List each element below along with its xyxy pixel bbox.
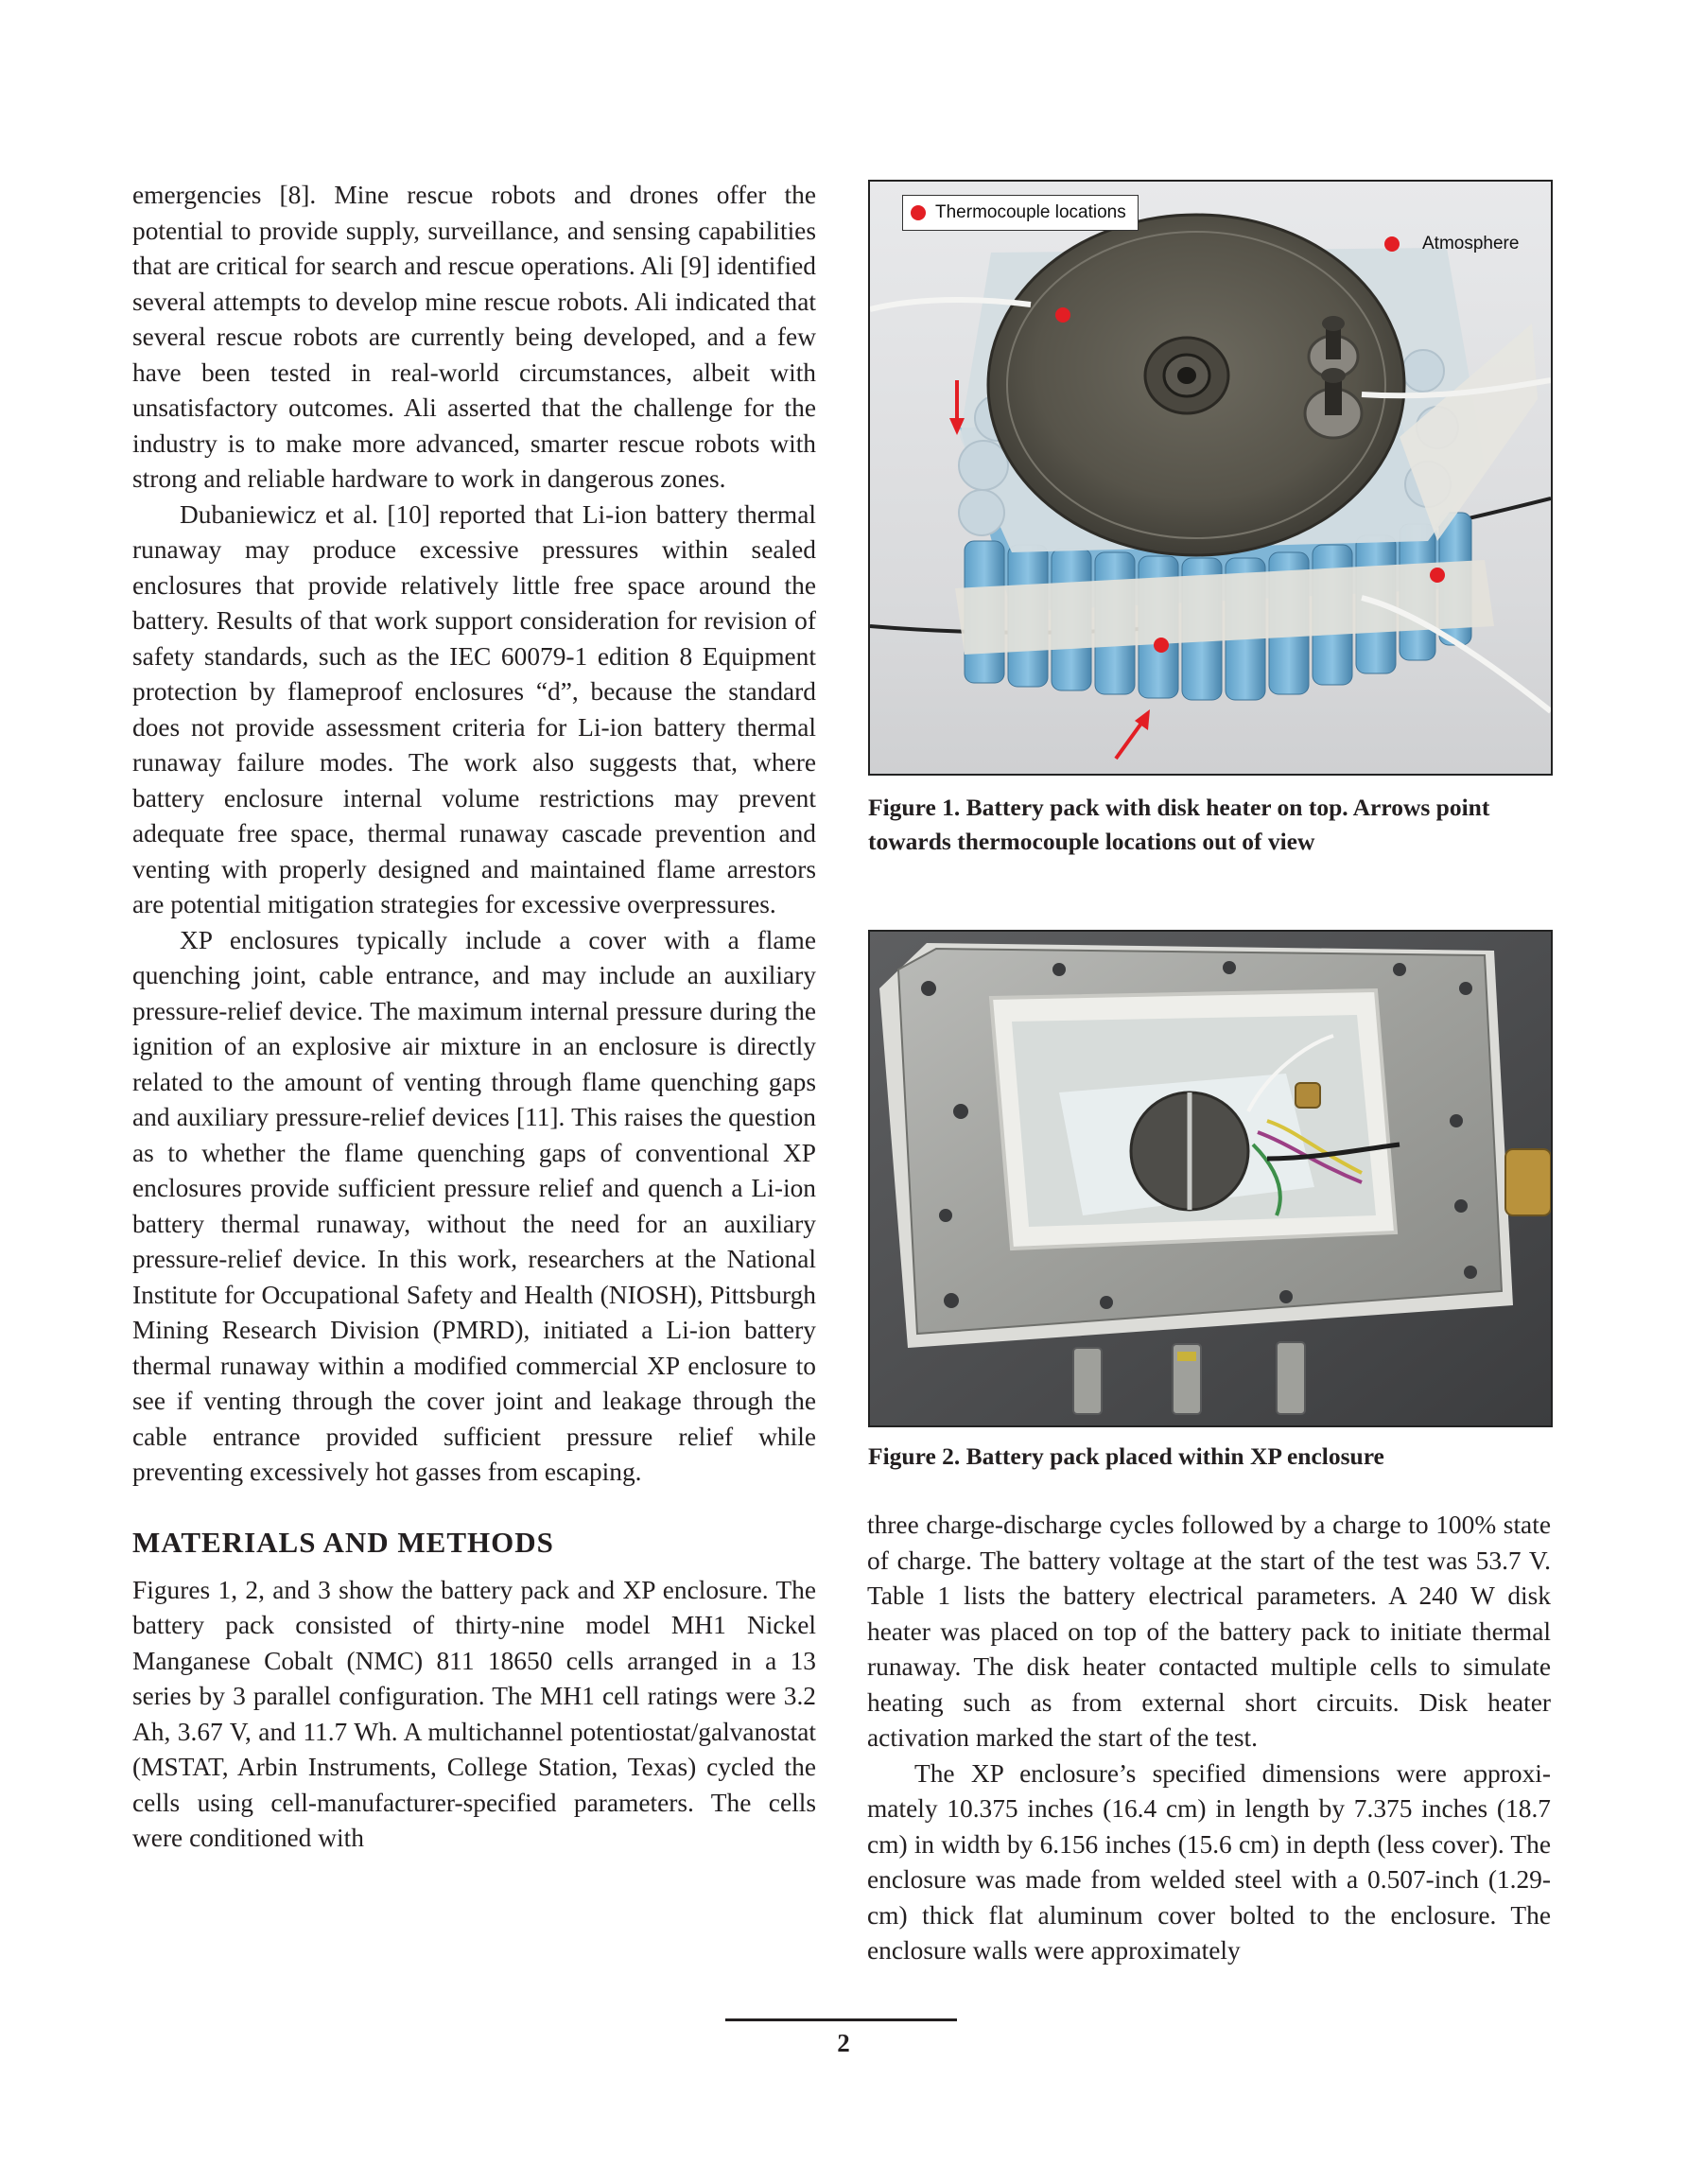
page-number: 2: [837, 2029, 850, 2057]
figure-2-caption: Figure 2. Battery pack placed within XP enclosure: [868, 1442, 1384, 1470]
figure-1-photo: [868, 180, 1553, 776]
section-heading: MATERIALS AND METHODS: [132, 1525, 554, 1559]
battery-pack-photo: [870, 182, 1551, 774]
left-text-column: [132, 178, 816, 1857]
figure-2-photo: [868, 930, 1553, 1427]
figure-1-legend: [902, 195, 1139, 231]
body-paragraph: three charge-discharge cycles followed by a charge to 100% state of charge. The battery voltage at the start of the test was 53.7 V. Table 1 lists the battery electrical parameters. A 240 W disk heater was placed on top of the battery pack to initiate thermal runaway. The disk heater contacted multiple cells to simulate heating such as from external short circuits. Disk heater activation marked the start of the test.: [867, 1511, 1551, 1752]
body-paragraph: Dubaniewicz et al. [10] reported that Li-ion battery thermal runaway may produce excessive pressures within sealed enclosures that provide relatively little free space around the battery. Results of that work support consideration for revision of safety standards, such as the IEC 60079-1 edition 8 Equipment protection by flameproof enclosures “d”, because the standard does not provide assessment criteria for Li-ion battery thermal runaway failure modes. The work also suggests that, where battery enclosure internal volume restrictions may prevent adequate free space, thermal runaway cascade prevention and venting with properly designed and maintained flame arrestors are potential mitigation strategies for excessive overpressures.: [132, 499, 816, 918]
footer-rule: [725, 2018, 957, 2021]
figure-1-caption: Figure 1. Battery pack with disk heater on top. Arrows point towards thermocouple locations out of view: [868, 794, 1490, 855]
atmosphere-label: Atmosphere: [1422, 234, 1520, 253]
right-text-column: [867, 1508, 1551, 1969]
body-paragraph: The XP enclosure’s specified dimensions were approximately 10.375 inches (16.4 cm) in length by 7.375 inches (18.7 cm) in width by 6.156 inches (15.6 cm) in depth (less cover). The enclosure was made from welded steel with a 0.507-inch (1.29-cm) thick flat aluminum cover bolted to the enclosure. The enclosure walls were approximately: [867, 1758, 1551, 1965]
body-paragraph: emergencies [8]. Mine rescue robots and drones offer the potential to provide supply, surveillance, and sensing capabilities that are critical for search and rescue operations. Ali [9] identified several attempts to develop mine rescue robots. Ali indicated that several rescue robots are currently being developed, and a few have been tested in real-world circumstances, albeit with unsatisfactory outcomes. Ali asserted that the challenge for the industry is to make more advanced, smarter rescue robots with strong and reliable hardware to work in dangerous zones.: [132, 181, 816, 493]
atmosphere-annotation: [1384, 234, 1519, 254]
xp-enclosure-photo: [870, 932, 1551, 1425]
body-paragraph: XP enclosures typically include a cover with a flame quenching joint, cable entrance, and may include an auxiliary pressure-relief device. The maximum internal pressure during the ignition of an explosive air mixture in an enclosure is directly related to the amount of venting through flame quenching gaps and auxiliary pressure-relief devices [11]. This raises the question as to whether the flame quenching gaps of conventional XP enclosures provide sufficient pressure relief and quench a Li-ion battery thermal runaway, without the need for an auxiliary pressure-relief device. In this work, researchers at the National Institute for Occupational Safety and Health (NIOSH), Pittsburgh Mining Research Division (PMRD), initiated a Li-ion battery thermal runaway within a modified commercial XP enclosure to see if venting through the cover joint and leakage through the cable entrance provided sufficient pressure relief while preventing excessively hot gasses from escaping.: [132, 925, 816, 1486]
body-paragraph: Figures 1, 2, and 3 show the battery pack and XP enclosure. The battery pack consisted of thirty-nine model MH1 Nickel Manganese Cobalt (NMC) 811 18650 cells arranged in a 13 series by 3 parallel configuration. The MH1 cell ratings were 3.2 Ah, 3.67 V, and 11.7 Wh. A multichannel potentiostat/galvanostat (MSTAT, Arbin Instruments, College Station, Texas) cycled the cells using cell-manufacturer-specified parameters. The cells were conditioned with: [132, 1575, 816, 1852]
thermocouple-marker-icon: [911, 205, 926, 220]
legend-label: Thermocouple locations: [935, 202, 1126, 222]
thermocouple-marker-icon: [1384, 236, 1400, 252]
